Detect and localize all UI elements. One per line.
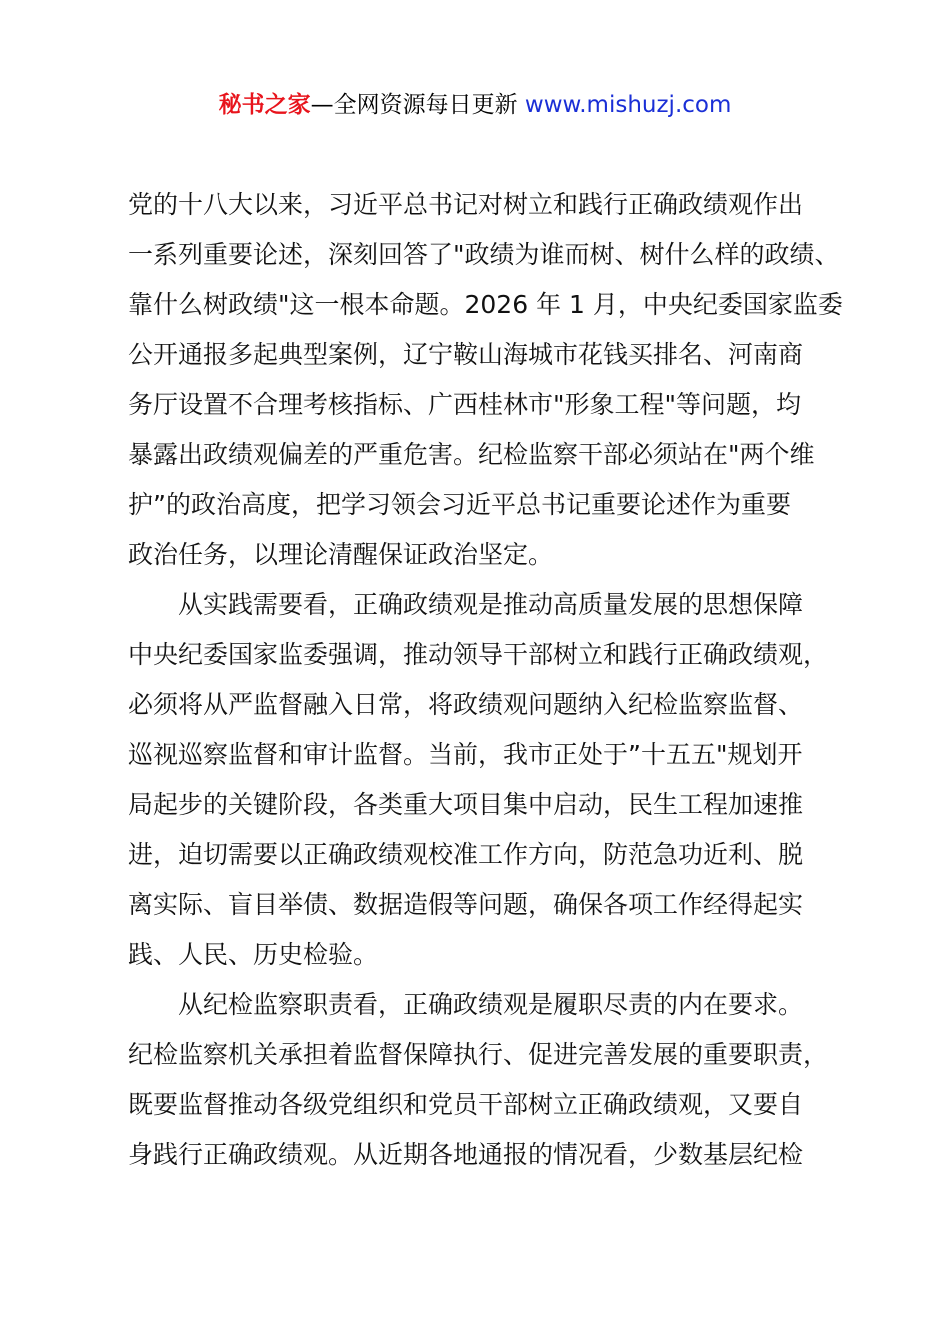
text-line: 护”的政治高度，把学习领会习近平总书记重要论述作为重要 [128,490,791,519]
text-line: 中央纪委国家监委强调，推动领导干部树立和践行正确政绩观， [128,640,829,669]
text-line: 一系列重要论述，深刻回答了"政绩为谁而树、树什么样的政绩、 [128,240,840,269]
text-line: 暴露出政绩观偏差的严重危害。纪检监察干部必须站在"两个维 [128,440,815,469]
text-line: 必须将从严监督融入日常，将政绩观问题纳入纪检监察监督、 [128,690,804,719]
body-text [128,180,856,1180]
text-line: 靠什么树政绩"这一根本命题。2026 年 1 月，中央纪委国家监委 [128,290,843,319]
text-line: 务厅设置不合理考核指标、广西桂林市"形象工程"等问题，均 [128,390,802,419]
brand-name: 秘书之家 [218,92,311,118]
text-line: 离实际、盲目举债、数据造假等问题，确保各项工作经得起实 [128,890,804,919]
text-line: 局起步的关键阶段，各类重大项目集中启动，民生工程加速推 [128,790,804,819]
text-line: 巡视巡察监督和审计监督。当前，我市正处于”十五五"规划开 [128,740,803,769]
header-banner [0,88,950,122]
text-line: 从实践需要看，正确政绩观是推动高质量发展的思想保障 [128,590,804,619]
site-url-link[interactable]: www.mishuzj.com [524,92,732,118]
text-line: 从纪检监察职责看，正确政绩观是履职尽责的内在要求。 [128,990,804,1019]
text-line: 既要监督推动各级党组织和党员干部树立正确政绩观，又要自 [128,1090,804,1119]
text-line: 公开通报多起典型案例，辽宁鞍山海城市花钱买排名、河南商 [128,340,804,369]
header-tagline: —全网资源每日更新 [310,92,525,118]
text-line: 进，迫切需要以正确政绩观校准工作方向，防范急功近利、脱 [128,840,804,869]
text-line: 践、人民、历史检验。 [128,940,379,969]
text-line: 政治任务，以理论清醒保证政治坚定。 [128,540,554,569]
text-line: 党的十八大以来，习近平总书记对树立和践行正确政绩观作出 [128,190,804,219]
text-line: 身践行正确政绩观。从近期各地通报的情况看，少数基层纪检 [128,1140,804,1169]
text-line: 纪检监察机关承担着监督保障执行、促进完善发展的重要职责， [128,1040,829,1069]
